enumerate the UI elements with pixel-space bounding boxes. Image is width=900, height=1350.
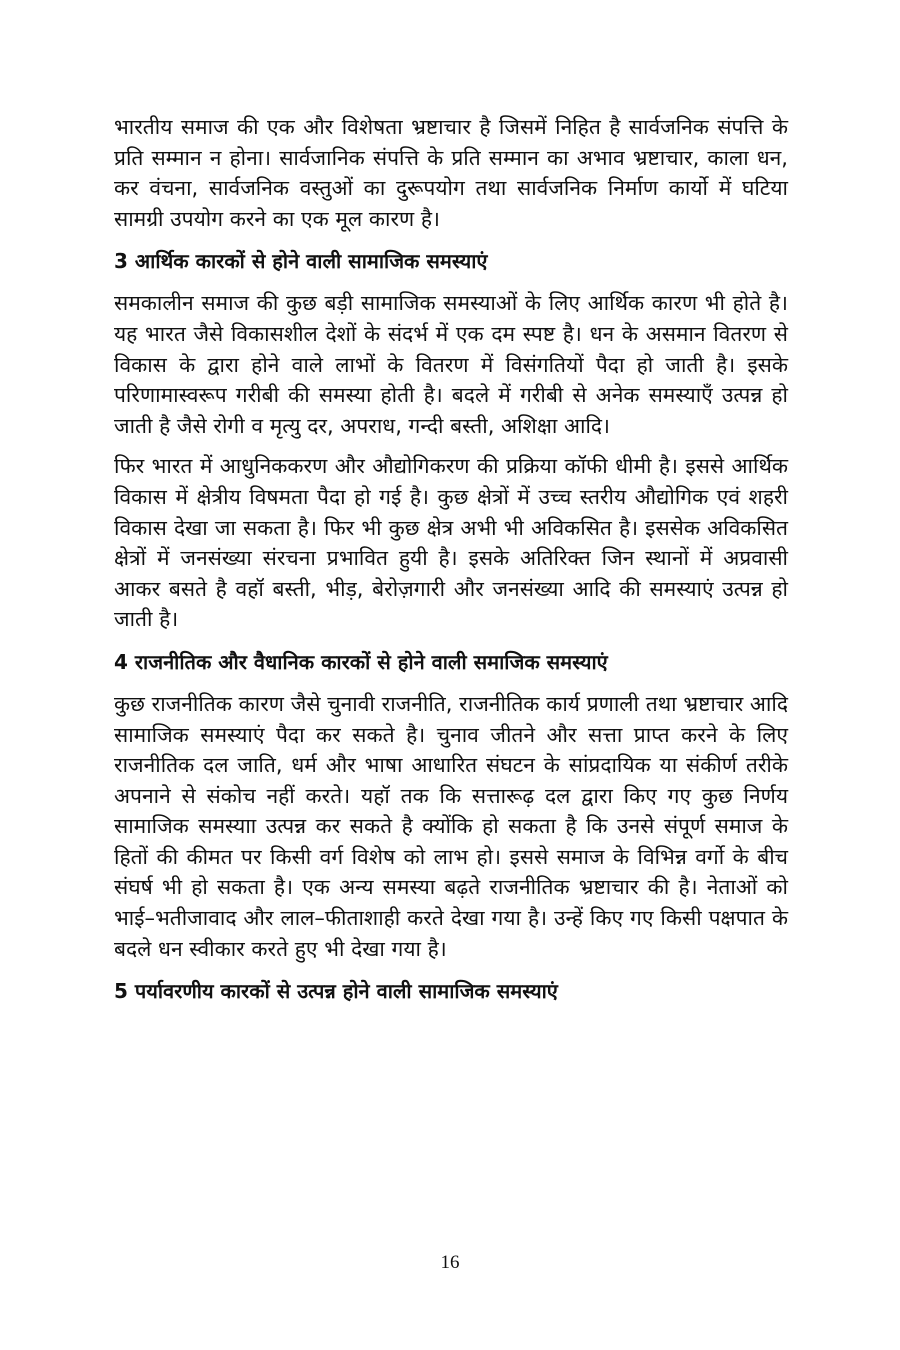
- heading-environmental-factors: 5 पर्यावरणीय कारकों से उत्पन्न होने वाली सामाजिक समस्याएं: [114, 979, 558, 1004]
- paragraph-corruption: भारतीय समाज की एक और विशेषता भ्रष्टाचार है जिसमें निहित है सार्वजनिक संपत्ति के प्रति सम्मान न होना। सार्वजानिक संपत्ति के प्रति सम्मान का अभाव भ्रष्टाचार, काला धन, कर वंचना, सार्वजनिक वस्तुओं का दुरूपयोग तथा सार्वजनिक निर्माण कार्यो में घटिया सामग्री उपयोग करने का एक मूल कारण है।: [114, 115, 788, 231]
- heading-economic-factors: 3 आर्थिक कारकों से होने वाली सामाजिक समस्याएं: [114, 249, 488, 274]
- paragraph-economic-causes: समकालीन समाज की कुछ बड़ी सामाजिक समस्याओं के लिए आर्थिक कारण भी होते है। यह भारत जैसे विकासशील देशों के संदर्भ में एक दम स्पष्ट है। धन के असमान वितरण से विकास के द्वारा होने वाले लाभों के वितरण में विसंगतियों पैदा हो जाती है। इसके परिणामास्वरूप गरीबी की समस्या होती है। बदले में गरीबी से अनेक समस्याएँ उत्पन्न हो जाती है जैसे रोगी व मृत्यु दर, अपराध, गन्दी बस्ती, अशिक्षा आदि।: [114, 291, 788, 438]
- heading-political-factors: 4 राजनीतिक और वैधानिक कारकों से होने वाली समाजिक समस्याएं: [114, 649, 608, 674]
- page-content: [114, 112, 788, 1018]
- paragraph-industrialization: फिर भारत में आधुनिककरण और औद्योगिकरण की प्रक्रिया कॉफी धीमी है। इससे आर्थिक विकास में क्षेत्रीय विषमता पैदा हो गई है। कुछ क्षेत्रों में उच्च स्तरीय औद्योगिक एवं शहरी विकास देखा जा सकता है। फिर भी कुछ क्षेत्र अभी भी अविकसित है। इससेक अविकसित क्षेत्रों में जनसंख्या संरचना प्रभावित हुयी है। इसके अतिरिक्त जिन स्थानों में अप्रवासी आकर बसते है वहॉ बस्ती, भीड़, बेरोज़गारी और जनसंख्या आदि की समस्याएं उत्पन्न हो जाती है।: [114, 454, 788, 632]
- paragraph-political-causes: कुछ राजनीतिक कारण जैसे चुनावी राजनीति, राजनीतिक कार्य प्रणाली तथा भ्रष्टाचार आदि सामाजिक समस्याएं पैदा कर सकते है। चुनाव जीतने और सत्ता प्राप्त करने के लिए राजनीतिक दल जाति, धर्म और भाषा आधारित संघटन के सांप्रदायिक या संकीर्ण तरीके अपनाने से संकोच नहीं करते। यहॉ तक कि सत्तारूढ़ दल द्वारा किए गए कुछ निर्णय सामाजिक समस्याा उत्पन्न कर सकते है क्योंकि हो सकता है कि उनसे संपूर्ण समाज के हितों की कीमत पर किसी वर्ग विशेष को लाभ हो। इससे समाज के विभिन्न वर्गो के बीच संघर्ष भी हो सकता है। एक अन्य समस्या बढ़ते राजनीतिक भ्रष्टाचार की है। नेताओं को भाई–भतीजावाद और लाल–फीताशाही करते देखा गया है। उन्हें किए गए किसी पक्षपात के बदले धन स्वीकार करते हुए भी देखा गया है।: [114, 691, 788, 961]
- page-number: 16: [440, 1252, 460, 1273]
